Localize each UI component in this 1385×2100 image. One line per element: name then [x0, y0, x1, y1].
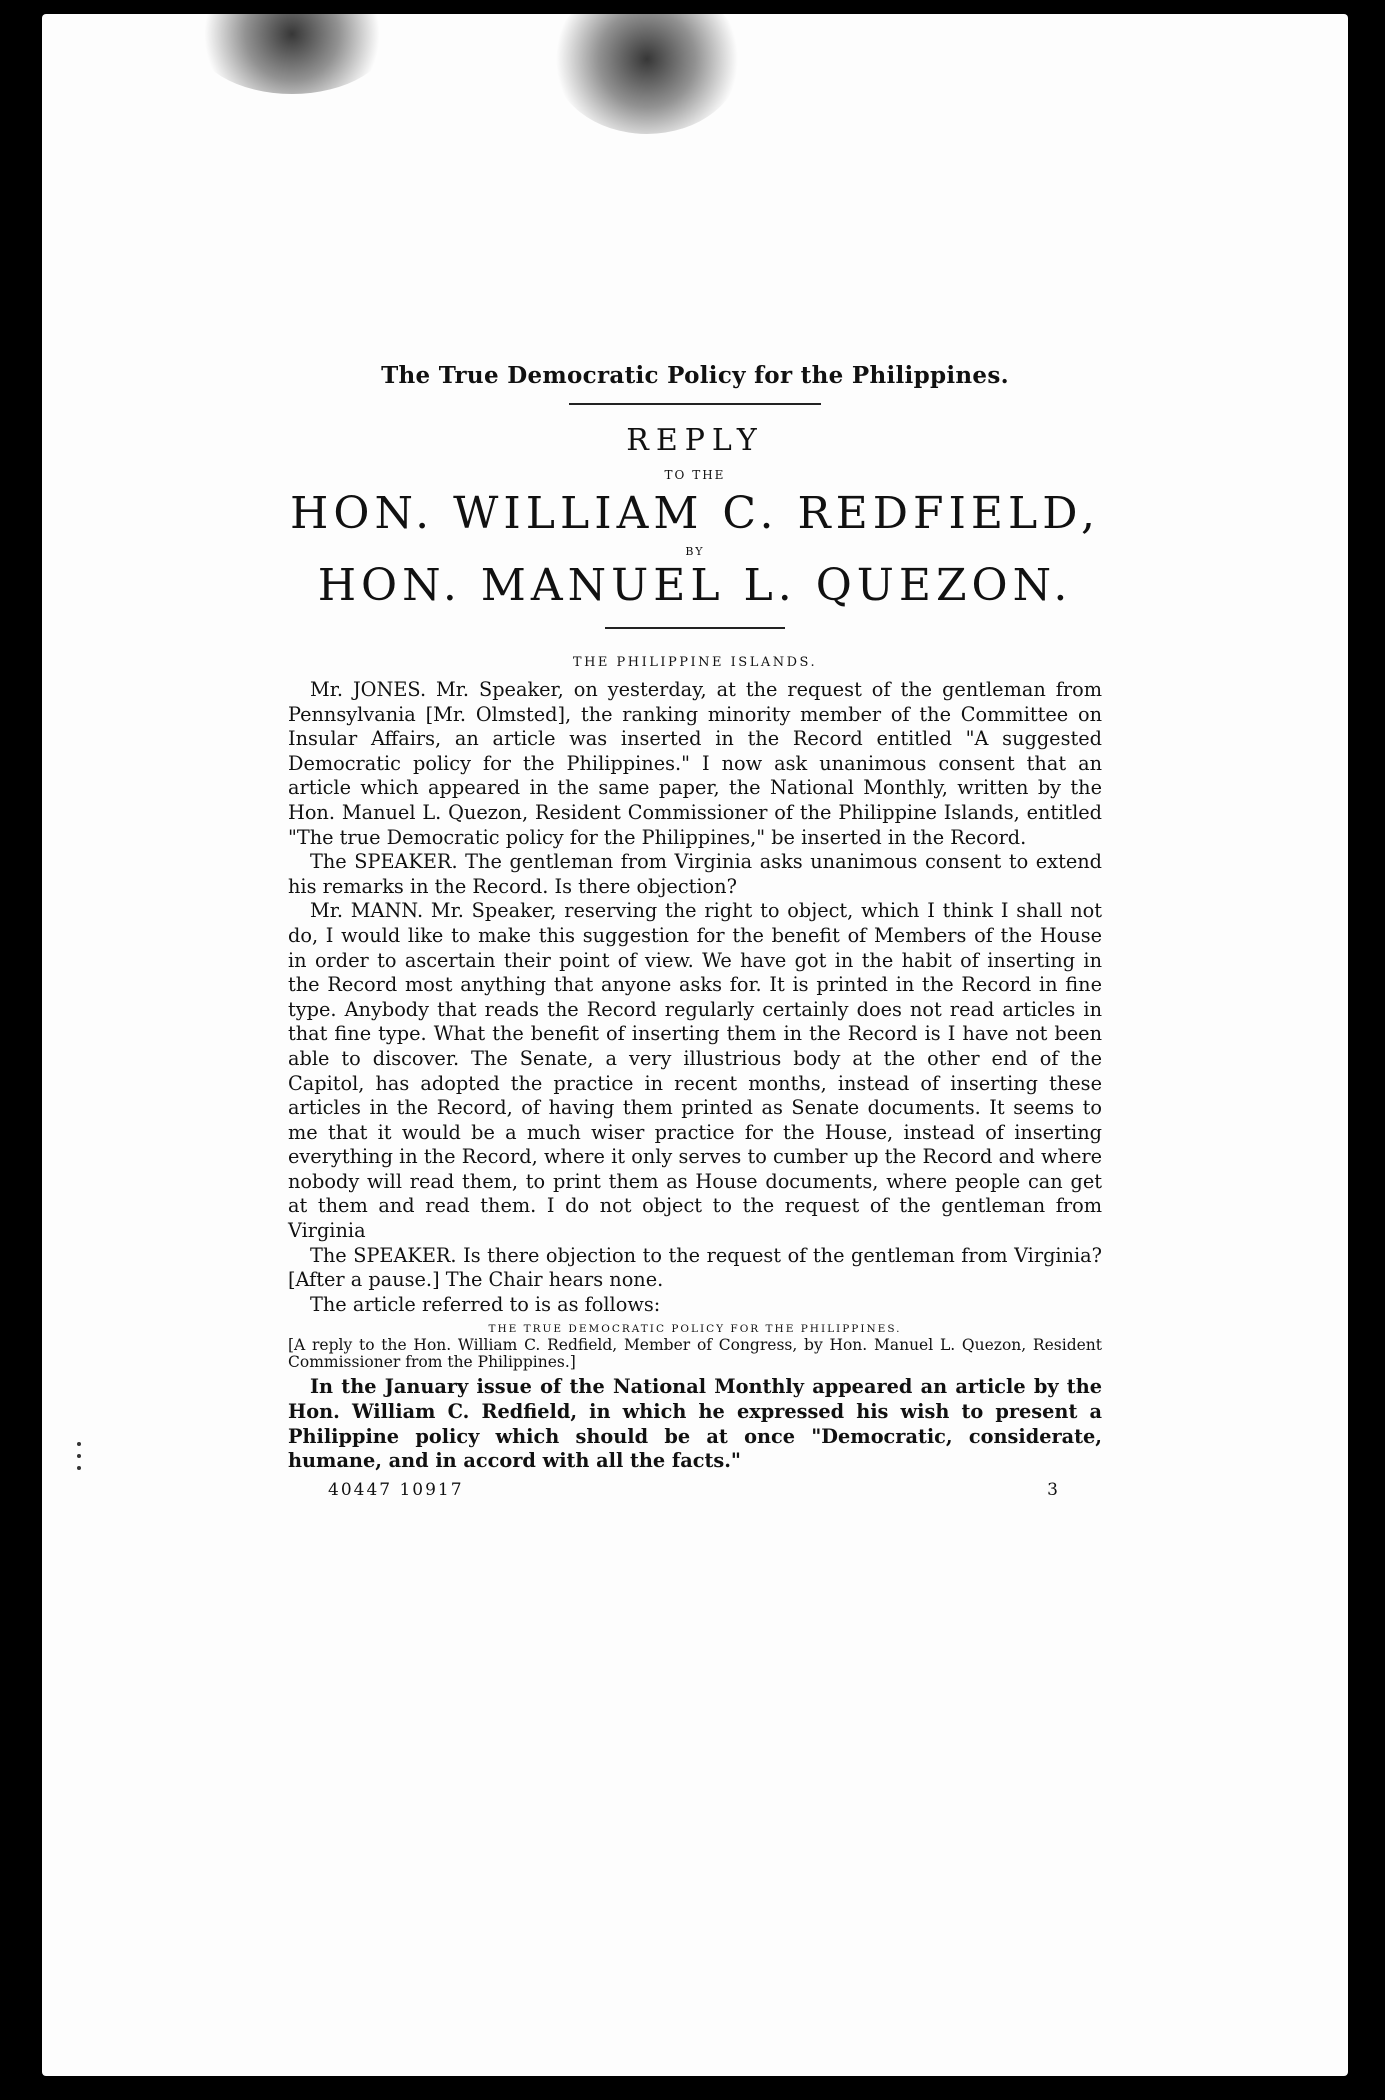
ink-smudge-center — [552, 14, 742, 134]
to-the-label: TO THE — [664, 468, 726, 482]
article-body — [288, 1375, 1102, 1473]
article-opening: In the January issue of the National Monthly appeared an article by the Hon. William C. Redfield, in which he expressed his wish to present a Philippine policy which should be at once "Democratic, considerate, humane, and in accord with all the facts." — [288, 1375, 1102, 1473]
margin-marks — [77, 1434, 87, 1494]
article-title: THE TRUE DEMOCRATIC POLICY FOR THE PHILIPPINES. — [488, 1323, 902, 1336]
document-content — [288, 344, 1102, 1504]
paragraph-mann: Mr. MANN. Mr. Speaker, reserving the right to object, which I think I shall not do, I would like to make this suggestion for the benefit of Members of the House in order to ascertain their point of view. We have got in the habit of inserting in the Record most anything that anyone asks for. It is printed in the Record in fine type. Anybody that reads the Record regularly certainly does not read articles in that fine type. What the benefit of inserting them in the Record is I have not been able to discover. The Senate, a very illustrious body at the other end of the Capitol, has adopted the practice in recent months, instead of inserting these articles in the Record, of having them printed as Senate documents. It seems to me that it would be a much wiser practice for the House, instead of inserting everything in the Record, where it only serves to cumber up the Record and where nobody will read them, to print them as House documents, where people can get at them and read them. I do not object to the request of the gentleman from Virginia — [288, 899, 1102, 1243]
section-heading: THE PHILIPPINE ISLANDS. — [572, 655, 818, 670]
speech-body — [288, 678, 1102, 1317]
article-note: [A reply to the Hon. William C. Redfield, Member of Congress, by Hon. Manuel L. Quezon, Resident Commissioner from the Philippines.] — [288, 1336, 1102, 1372]
recipient-name: HON. WILLIAM C. REDFIELD, — [290, 488, 1100, 539]
print-number: 40447 10917 — [328, 1479, 464, 1500]
author-rule — [605, 627, 785, 629]
document-title: The True Democratic Policy for the Philippines. — [381, 362, 1009, 389]
document-page — [42, 14, 1348, 2076]
by-label: BY — [685, 545, 705, 558]
title-rule — [569, 403, 821, 405]
page-number: 3 — [1047, 1479, 1058, 1500]
paragraph-speaker-1: The SPEAKER. The gentleman from Virginia asks unanimous consent to extend his remarks in the Record. Is there objection? — [288, 850, 1102, 898]
paragraph-article-intro: The article referred to is as follows: — [310, 1292, 661, 1316]
paragraph-speaker-2: The SPEAKER. Is there objection to the request of the gentleman from Virginia? [After a pause.] The Chair hears none. — [288, 1243, 1102, 1292]
ink-smudge-left — [192, 14, 392, 94]
author-name: HON. MANUEL L. QUEZON. — [317, 560, 1073, 611]
page-footer — [288, 1480, 1102, 1504]
paragraph-jones: Mr. JONES. Mr. Speaker, on yesterday, at the request of the gentleman from Pennsylvania [Mr. Olmsted], the ranking minority member of the Committee on Insular Affairs, an article was inserted in the Record entitled "A suggested Democratic policy for the Philippines." I now ask unanimous consent that an article which appeared in the same paper, the National Monthly, written by the Hon. Manuel L. Quezon, Resident Commissioner of the Philippine Islands, entitled "The true Democratic policy for the Philippines," be inserted in the Record. — [288, 678, 1102, 849]
reply-heading: REPLY — [626, 423, 764, 458]
